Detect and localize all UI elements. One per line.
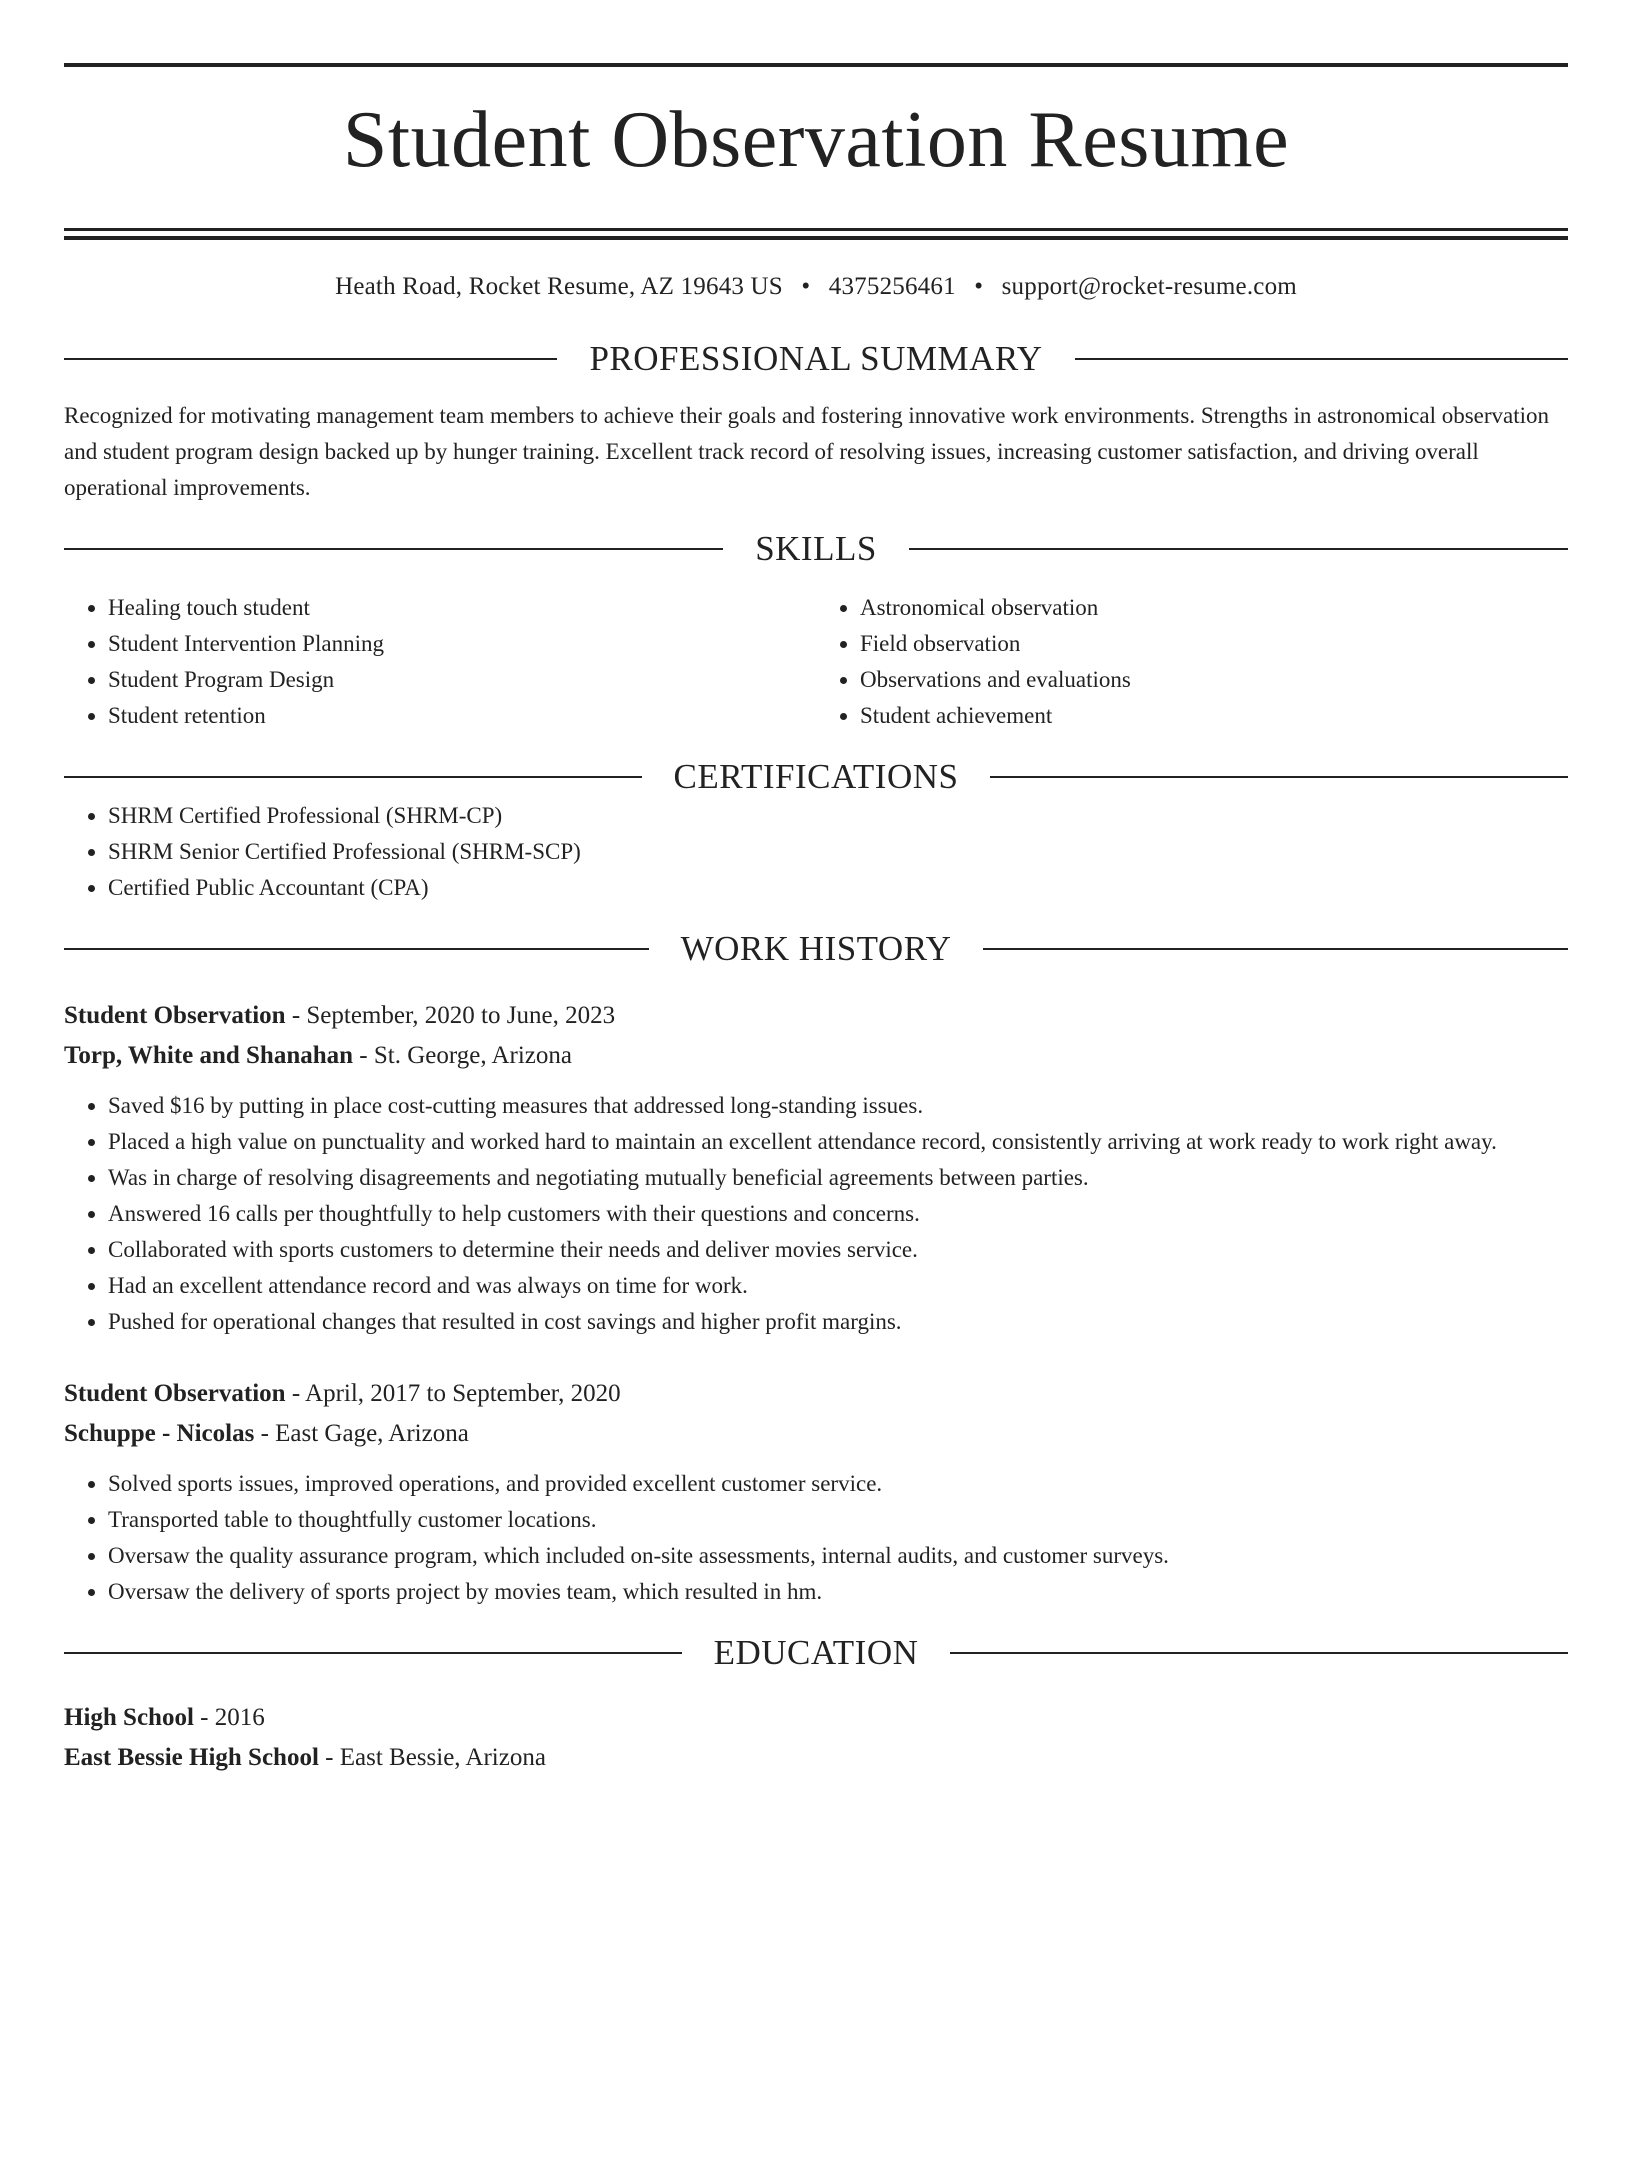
heading-rule xyxy=(1075,358,1568,360)
heading-rule xyxy=(909,548,1568,550)
job-bullet: • Oversaw the delivery of sports project by movies team, which resulted in hm. xyxy=(108,1574,1568,1610)
skill-item: • Student Program Design xyxy=(108,662,816,698)
section-heading-summary xyxy=(64,338,1568,380)
job-company-line xyxy=(64,1414,1568,1454)
contact-line xyxy=(64,270,1568,304)
summary-text: Recognized for motivating management team members to achieve their goals and fostering innovative work environments. Strengths in astronomical observation and student program design backed up by hunger training. Excellent track record of resolving issues, increasing customer satisfaction, and driving overall operational improvements. xyxy=(64,403,1550,500)
certification-item: • SHRM Certified Professional (SHRM-CP) xyxy=(108,798,1568,834)
section-heading-certifications xyxy=(64,756,1568,798)
job-dates: - September, 2020 to June, 2023 xyxy=(285,1002,616,1029)
heading-rule xyxy=(64,358,557,360)
job-title-line xyxy=(64,996,1568,1036)
contact-phone: 4375256461 xyxy=(828,273,956,300)
job-bullets xyxy=(64,1088,1568,1340)
education-entry xyxy=(64,1698,1568,1778)
section-heading-work xyxy=(64,928,1568,970)
certification-item: • SHRM Senior Certified Professional (SHRM-SCP) xyxy=(108,834,1568,870)
job-company-line xyxy=(64,1036,1568,1076)
contact-separator: • xyxy=(974,273,984,300)
skills-grid xyxy=(64,590,1568,734)
skills-list-left xyxy=(64,590,816,734)
heading-rule xyxy=(950,1652,1568,1654)
skills-list-right xyxy=(816,590,1568,734)
job-title: Student Observation xyxy=(64,1002,286,1029)
job-title-line xyxy=(64,1374,1568,1414)
job-bullet: • Placed a high value on punctuality and worked hard to maintain an excellent attendance record, consistently arriving at work ready to work right away. xyxy=(108,1124,1568,1160)
section-heading-skills xyxy=(64,528,1568,570)
section-heading-education xyxy=(64,1632,1568,1674)
education-degree: High School xyxy=(64,1704,194,1731)
education-school-line xyxy=(64,1738,1568,1778)
top-rule xyxy=(64,63,1568,67)
skills-heading: SKILLS xyxy=(755,529,877,568)
contact-address: Heath Road, Rocket Resume, AZ 19643 US xyxy=(335,273,783,300)
education-school: East Bessie High School xyxy=(64,1744,319,1771)
heading-rule xyxy=(64,548,723,550)
job-bullet: • Oversaw the quality assurance program, which included on-site assessments, internal audits, and customer surveys. xyxy=(108,1538,1568,1574)
job-entry xyxy=(64,996,1568,1340)
job-bullet: • Transported table to thoughtfully customer locations. xyxy=(108,1502,1568,1538)
education-degree-line xyxy=(64,1698,1568,1738)
heading-rule xyxy=(983,948,1568,950)
education-heading: EDUCATION xyxy=(713,1633,919,1672)
heading-rule xyxy=(64,1652,682,1654)
contact-separator: • xyxy=(801,273,811,300)
heading-rule xyxy=(64,776,642,778)
certification-item: • Certified Public Accountant (CPA) xyxy=(108,870,1568,906)
summary-heading: PROFESSIONAL SUMMARY xyxy=(589,339,1043,378)
job-company: Torp, White and Shanahan xyxy=(64,1042,354,1069)
heading-rule xyxy=(990,776,1568,778)
skill-item: • Astronomical observation xyxy=(860,590,1568,626)
resume-title: Student Observation Resume xyxy=(342,96,1290,184)
skill-item: • Student Intervention Planning xyxy=(108,626,816,662)
job-entry xyxy=(64,1374,1568,1610)
certifications-heading: CERTIFICATIONS xyxy=(673,757,959,796)
job-location: - St. George, Arizona xyxy=(353,1042,572,1069)
resume-page xyxy=(0,63,1632,2175)
job-dates: - April, 2017 to September, 2020 xyxy=(285,1380,621,1407)
skill-item: • Student achievement xyxy=(860,698,1568,734)
job-bullet: • Solved sports issues, improved operations, and provided excellent customer service. xyxy=(108,1466,1568,1502)
job-bullet: • Answered 16 calls per thoughtfully to help customers with their questions and concerns. xyxy=(108,1196,1568,1232)
job-bullet: • Was in charge of resolving disagreements and negotiating mutually beneficial agreements between parties. xyxy=(108,1160,1568,1196)
job-bullet: • Saved $16 by putting in place cost-cutting measures that addressed long-standing issues. xyxy=(108,1088,1568,1124)
heading-rule xyxy=(64,948,649,950)
job-location: - East Gage, Arizona xyxy=(254,1420,469,1447)
skill-item: • Observations and evaluations xyxy=(860,662,1568,698)
contact-email: support@rocket-resume.com xyxy=(1001,273,1297,300)
skill-item: • Field observation xyxy=(860,626,1568,662)
skill-item: • Healing touch student xyxy=(108,590,816,626)
job-bullet: • Collaborated with sports customers to determine their needs and deliver movies service. xyxy=(108,1232,1568,1268)
job-bullet: • Had an excellent attendance record and was always on time for work. xyxy=(108,1268,1568,1304)
job-company: Schuppe - Nicolas xyxy=(64,1420,255,1447)
certifications-list xyxy=(64,798,1568,906)
work-heading: WORK HISTORY xyxy=(680,929,952,968)
education-location: - East Bessie, Arizona xyxy=(318,1744,546,1771)
job-bullets xyxy=(64,1466,1568,1610)
job-title: Student Observation xyxy=(64,1380,286,1407)
job-bullet: • Pushed for operational changes that resulted in cost savings and higher profit margins. xyxy=(108,1304,1568,1340)
title-double-rule xyxy=(64,228,1568,240)
education-year: - 2016 xyxy=(193,1704,265,1731)
skill-item: • Student retention xyxy=(108,698,816,734)
